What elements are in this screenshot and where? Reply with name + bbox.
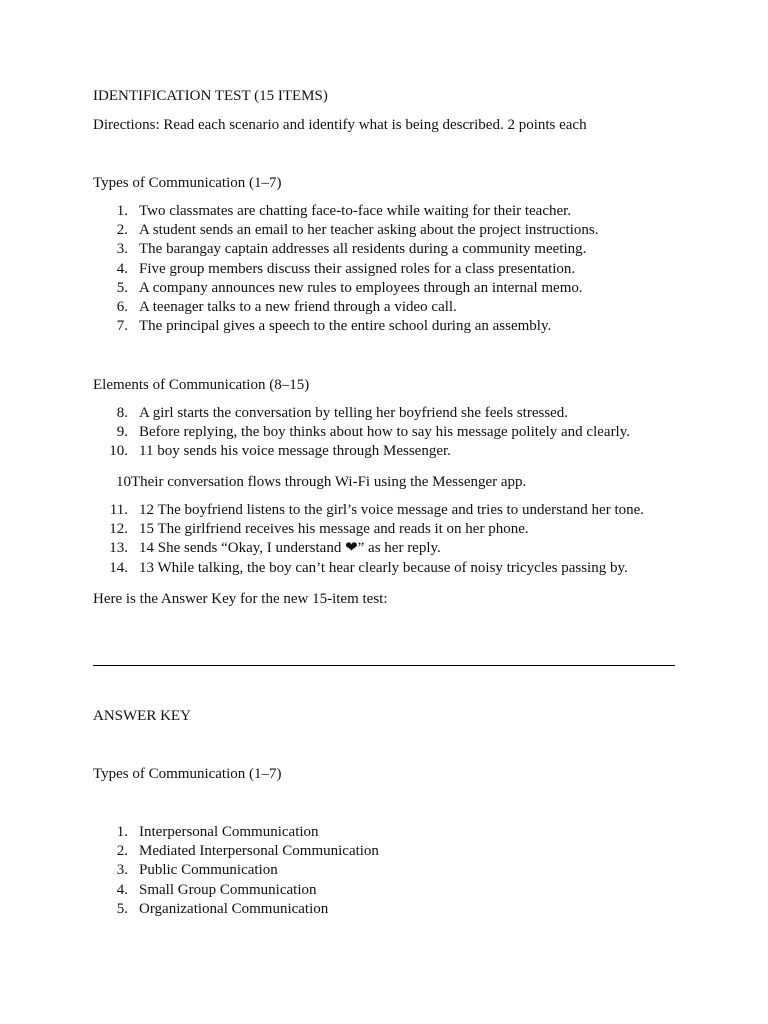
test-title: IDENTIFICATION TEST (15 ITEMS) — [93, 88, 328, 104]
item-number: 4. — [116, 260, 128, 277]
item-number: 9. — [116, 424, 128, 441]
item-number: 1. — [116, 203, 128, 219]
document-page — [93, 0, 675, 1024]
list-item — [93, 900, 675, 919]
list-item — [93, 559, 675, 578]
list-item — [93, 317, 675, 336]
list-item — [93, 423, 675, 442]
item-text: 15 The girlfriend receives his message and reads it on her phone. — [139, 521, 529, 538]
list-item — [93, 221, 675, 240]
item-number: 14. — [109, 559, 128, 576]
list-item — [93, 539, 675, 558]
elements-question-list-b — [93, 501, 675, 578]
item-number: 3. — [116, 241, 128, 258]
item-number: 12. — [109, 521, 128, 538]
item-text: A student sends an email to her teacher asking about the project instructions. — [139, 222, 599, 239]
item-text: Interpersonal Communication — [139, 824, 319, 840]
list-item — [93, 861, 675, 880]
item-number: 13. — [109, 540, 128, 557]
item-number: 7. — [116, 318, 128, 335]
section-heading-elements: Elements of Communication (8–15) — [93, 377, 310, 393]
list-item — [93, 520, 675, 539]
item-number: 10. — [109, 443, 128, 460]
list-item — [93, 202, 675, 221]
item-number: 5. — [116, 900, 128, 917]
item-text: Two classmates are chatting face-to-face while waiting for their teacher. — [139, 203, 572, 219]
item-number: 4. — [116, 881, 128, 898]
item-number: 2. — [116, 843, 128, 860]
item-text: 12 The boyfriend listens to the girl’s voice message and tries to understand her tone. — [139, 502, 645, 518]
list-item — [93, 442, 675, 461]
test-directions: Directions: Read each scenario and identify what is being described. 2 points each — [93, 117, 587, 133]
list-item — [93, 260, 675, 279]
item-text: Organizational Communication — [139, 900, 329, 917]
item-number: 11. — [109, 502, 128, 518]
item-text: The barangay captain addresses all residents during a community meeting. — [139, 241, 587, 258]
item-number: 6. — [116, 298, 128, 315]
item-text: A company announces new rules to employees through an internal memo. — [139, 279, 583, 296]
horizontal-divider — [93, 665, 675, 666]
list-item — [93, 298, 675, 317]
list-item — [93, 279, 675, 298]
item-number: 2. — [116, 222, 128, 239]
item-text: Small Group Communication — [139, 881, 317, 898]
item-number: 1. — [116, 824, 128, 840]
answer-key-section-heading: Types of Communication (1–7) — [93, 766, 282, 782]
item-text: The principal gives a speech to the entire school during an assembly. — [139, 318, 552, 335]
item-text: Five group members discuss their assigned roles for a class presentation. — [139, 260, 576, 277]
standalone-item: 10Their conversation flows through Wi-Fi using the Messenger app. — [116, 474, 527, 490]
list-item — [93, 881, 675, 900]
list-item — [93, 404, 675, 423]
item-text: 11 boy sends his voice message through Messenger. — [139, 443, 451, 460]
answer-list — [93, 823, 675, 919]
item-text: Before replying, the boy thinks about how to say his message politely and clearly. — [139, 424, 631, 441]
item-text: 14 She sends “Okay, I understand ❤” as her reply. — [139, 540, 441, 557]
answer-key-title: ANSWER KEY — [93, 708, 191, 724]
item-number: 5. — [116, 279, 128, 296]
item-text: Public Communication — [139, 862, 278, 879]
item-text: Mediated Interpersonal Communication — [139, 843, 379, 860]
answer-key-intro: Here is the Answer Key for the new 15-item test: — [93, 591, 388, 607]
item-text: 13 While talking, the boy can’t hear clearly because of noisy tricycles passing by. — [139, 559, 628, 576]
list-item — [93, 842, 675, 861]
list-item — [93, 501, 675, 520]
section-heading-types: Types of Communication (1–7) — [93, 175, 282, 191]
list-item — [93, 240, 675, 259]
list-item — [93, 823, 675, 842]
elements-question-list-a — [93, 404, 675, 462]
item-text: A teenager talks to a new friend through a video call. — [139, 298, 457, 315]
types-question-list — [93, 202, 675, 336]
item-number: 8. — [116, 405, 128, 421]
item-number: 3. — [116, 862, 128, 879]
item-text: A girl starts the conversation by telling her boyfriend she feels stressed. — [139, 405, 569, 421]
